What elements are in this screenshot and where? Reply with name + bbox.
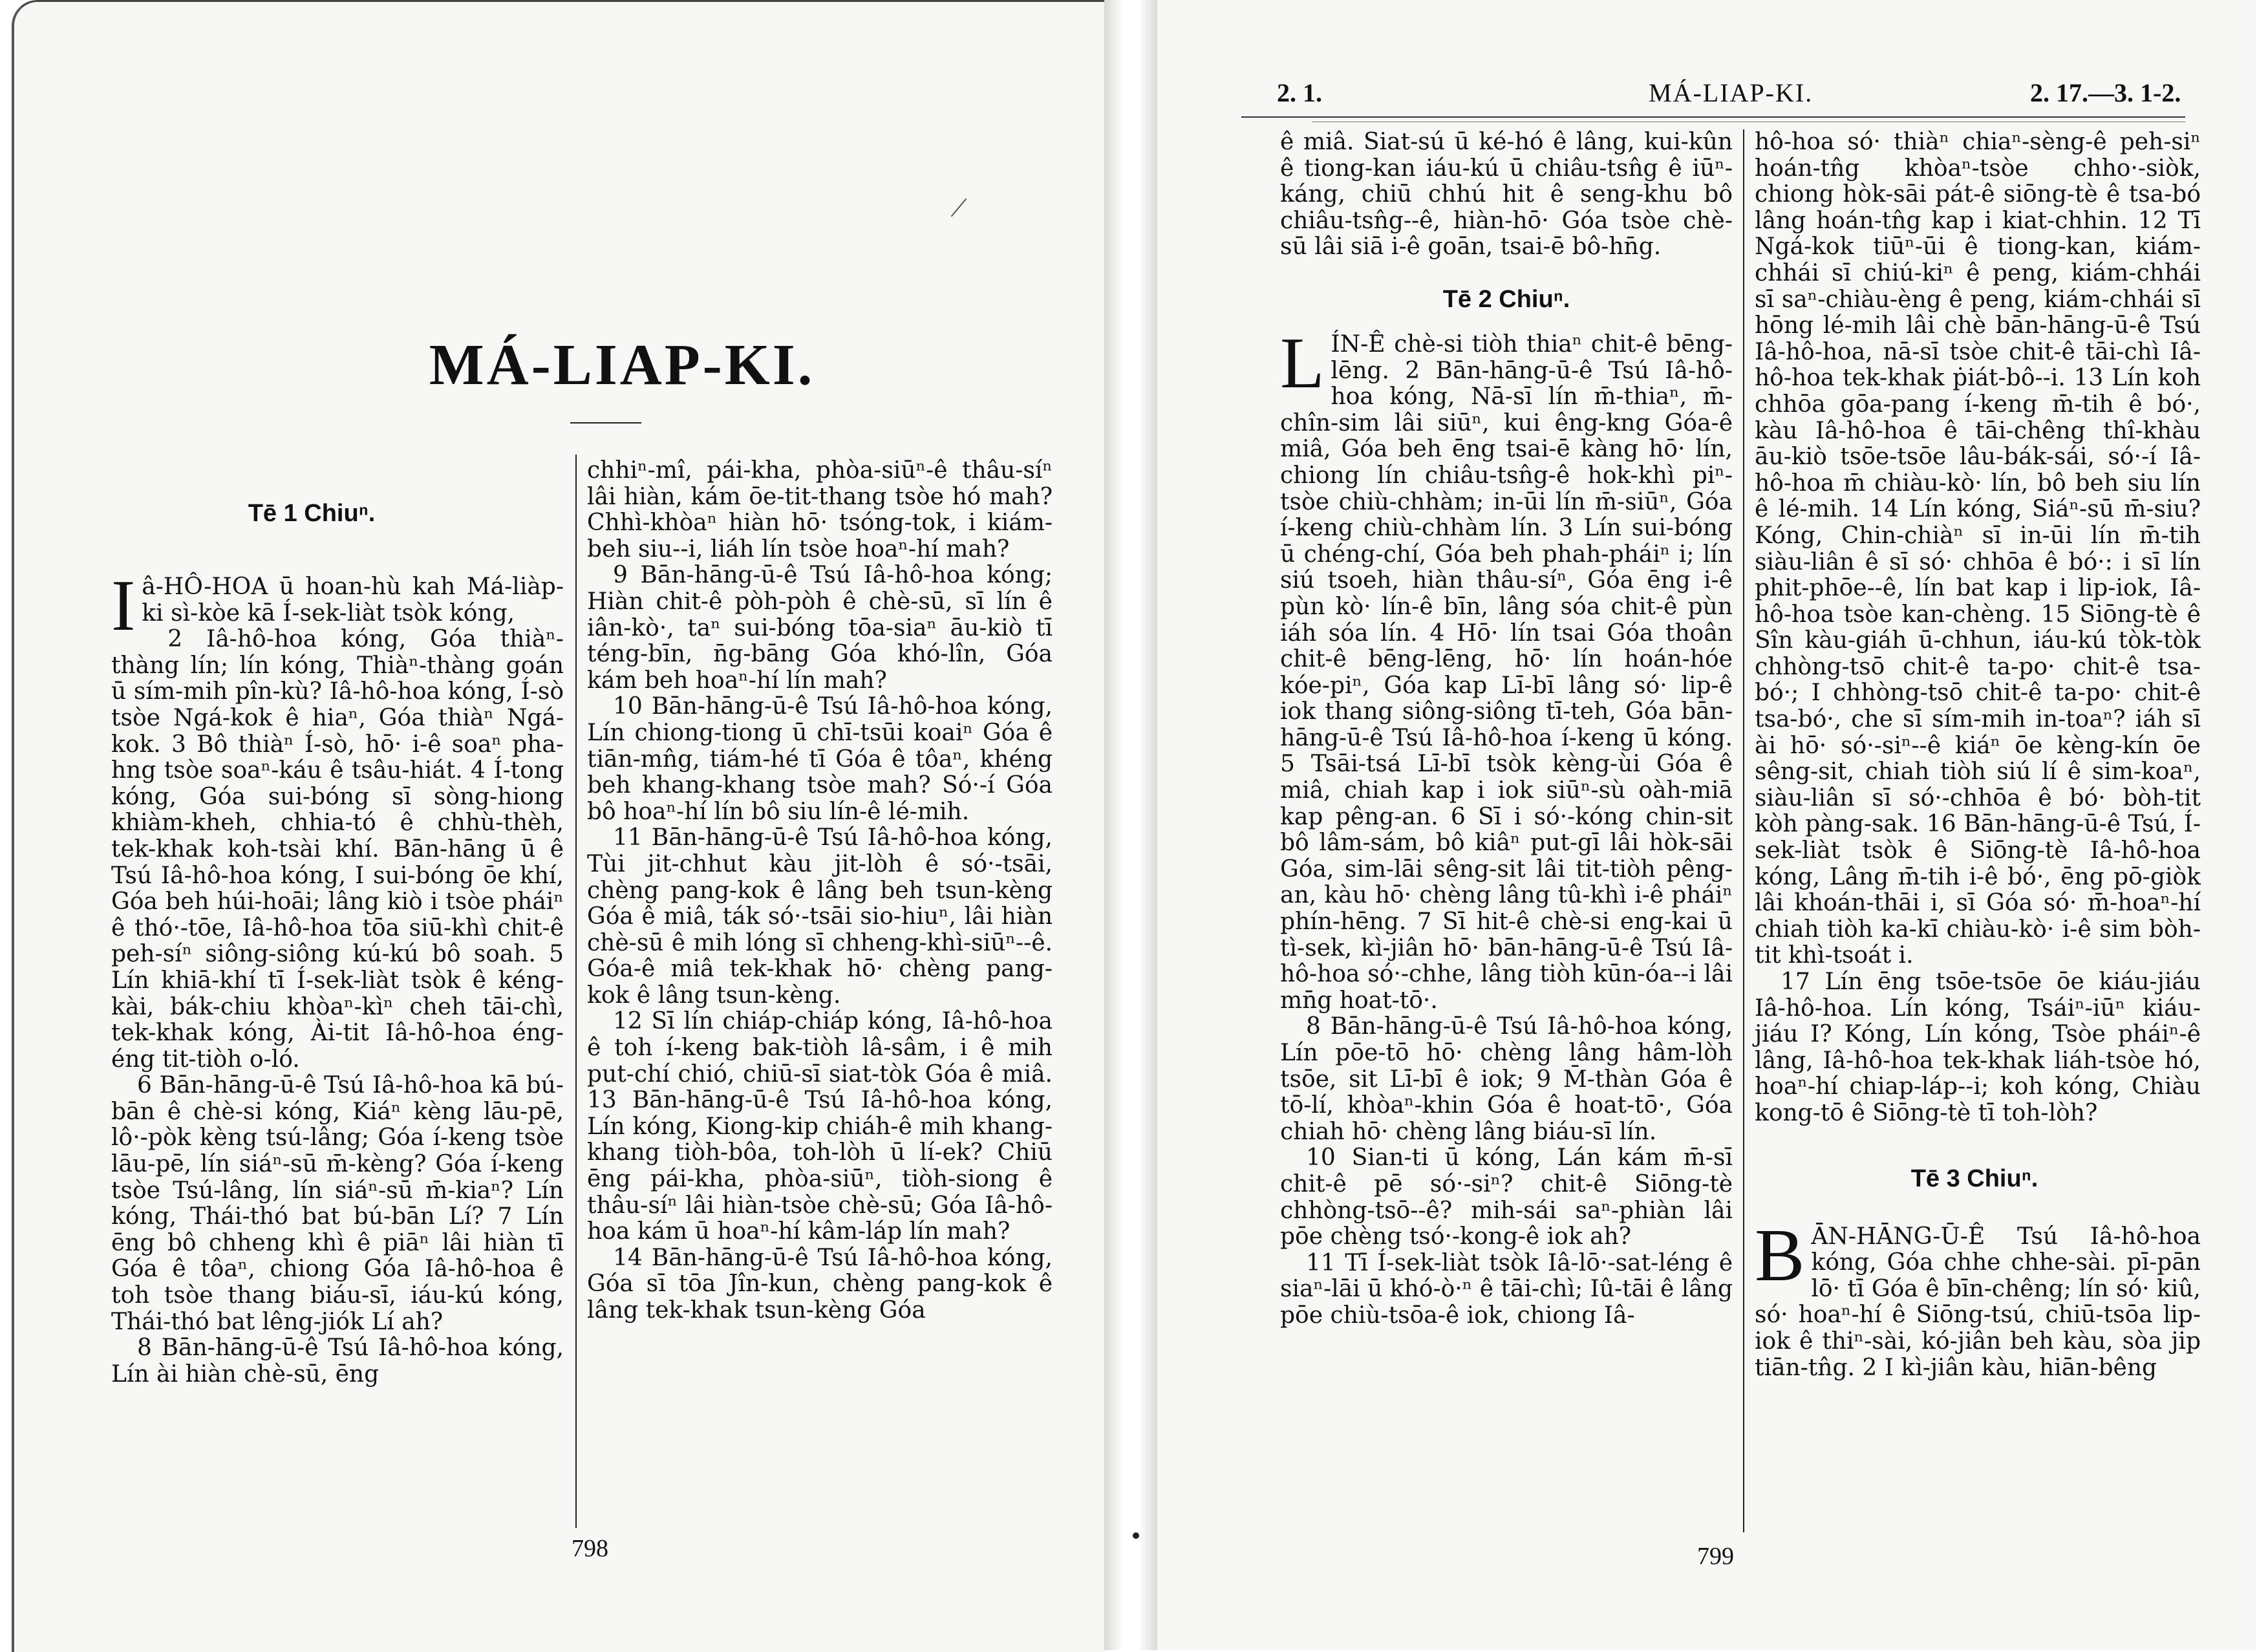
verse-2-10: 10 Sian-ti ū kóng, Lán kám m̄-sī chit-ê pē só·-siⁿ? chit-ê Siōng-tè chhòng-tsō--ê? mih-sái saⁿ-phiàn lâi pōe chèng tsó·-kong-ê iok ah? — [1280, 1144, 1733, 1250]
right-column-1 — [1280, 129, 1733, 1329]
verse-3-1 — [1755, 1214, 2201, 1382]
left-column-2 — [587, 458, 1053, 1324]
chapter-3-heading: Tē 3 Chiuⁿ. — [1910, 1164, 2038, 1192]
right-page-number: 799 — [1697, 1543, 1734, 1570]
drop-cap: I — [111, 566, 136, 646]
verse-1-14-cont: ê miâ. Siat-sú ū ké-hó ê lâng, kui-kûn ê tiong-kan iáu-kú ū chiâu-tsn̂g ê iūⁿ-káng, chiū chhú hit ê seng-khu bô chiâu-tsn̂g--ê, hiàn-hō· Góa tsòe chè-sū lâi siā i-ê goān, tsai-ē bô-hn̄g. — [1280, 129, 1733, 261]
verse-1-8-cont: chhiⁿ-mî, pái-kha, phòa-siūⁿ-ê thâu-síⁿ lâi hiàn, kám ōe-tit-thang tsòe hó mah? Chhì-khòaⁿ hiàn hō· tsóng-tok, i kiám-beh siu--i, liáh lín tsòe hoaⁿ-hí mah? — [587, 457, 1053, 563]
verse-1-10: 10 Bān-hāng-ū-ê Tsú Iâ-hô-hoa kóng, Lín chiong-tiong ū chī-tsūi koaiⁿ Góa ê tiān-mn̂g, tiám-hé tī Góa ê tôaⁿ, khéng beh khang-khang tsòe mah? Só·-í Góa bô hoaⁿ-hí lín bô siu lín-ê lé-mih. — [587, 693, 1053, 825]
book-gutter — [1104, 0, 1157, 1650]
verse-1-1-text: â-HÔ-HOA ū hoan-hù kah Má-liàp-ki sì-kòe kā Í-sek-liàt tsòk kóng, — [142, 574, 564, 627]
drop-cap-2: L — [1280, 323, 1325, 403]
verse-2-8: 8 Bān-hāng-ū-ê Tsú Iâ-hô-hoa kóng, Lín pōe-tō hō· chèng lâng hâm-lòh tsōe, sit Lī-bī ê iok; 9 M̄-thàn Góa ê tō-lí, khòaⁿ-khin Góa ê hoat-tō·, Góa chiah hō· chèng lâng biáu-sī lín. — [1280, 1013, 1733, 1145]
verse-1-9: 9 Bān-hāng-ū-ê Tsú Iâ-hô-hoa kóng; Hiàn chit-ê pòh-pòh ê chè-sū, sī lín ê iân-kò·, taⁿ sui-bóng tōa-siaⁿ āu-kiò tī téng-bīn, n̄g-bāng Góa khó-lîn, Góa kám beh hoaⁿ-hí lín mah? — [587, 562, 1053, 694]
scan-mark — [951, 198, 967, 217]
chapter-2-spacer — [1280, 261, 1733, 332]
margin-dot — [1133, 1532, 1139, 1539]
verse-2-17: 17 Lín ēng tsōe-tsōe ōe kiáu-jiáu Iâ-hô-hoa. Lín kóng, Tsáiⁿ-iūⁿ kiáu-jiáu I? Kóng, Lín kóng, Tsòe pháiⁿ-ê lâng, Iâ-hô-hoa tek-khak liáh-tsòe hó, hoaⁿ-hí chiap-láp--i; koh kóng, Chiàu kong-tō ê Siōng-tè tī toh-lòh? — [1755, 969, 2201, 1126]
verse-1-1 — [111, 566, 564, 646]
verse-2-11: 11 Tī Í-sek-liàt tsòk Iâ-lō·-sat-léng ê siaⁿ-lāi ū khó-ò·ⁿ ê tāi-chì; Iû-tāi ê lâng pōe chiù-tsōa-ê iok, chiong Iâ- — [1280, 1249, 1733, 1329]
column-divider — [575, 455, 577, 1528]
book-title: MÁ-LIAP-KI. — [429, 333, 815, 397]
right-page — [1157, 0, 2256, 1650]
chapter-2-heading: Tē 2 Chiuⁿ. — [1442, 285, 1570, 313]
right-column-divider — [1743, 129, 1744, 1532]
verse-1-6: 6 Bān-hāng-ū-ê Tsú Iâ-hô-hoa kā bú-bān ê chè-si kóng, Kiáⁿ kèng lāu-pē, lô·-pòk kèng tsú-lâng; Góa í-keng tsòe lāu-pē, lín siáⁿ-sū m̄-kèng? Góa í-keng tsòe Tsú-lâng, lín siáⁿ-sū m̄-kiaⁿ? Lín kóng, Thái-thó bat bú-bān Lí? 7 Lín ēng bô chheng khì ê piāⁿ lâi hiàn tī Góa ê tôaⁿ, chiong Góa Iâ-hô-hoa ê toh tsòe thang biáu-sī, iáu-kú kóng, Thái-thó bat lêng-jiók Lí ah? — [111, 1072, 564, 1335]
drop-cap-3: B — [1755, 1214, 1805, 1297]
header-book-title: MÁ-LIAP-KI. — [1649, 78, 1813, 107]
verse-2-1 — [1280, 323, 1733, 1014]
verse-1-8: 8 Bān-hāng-ū-ê Tsú Iâ-hô-hoa kóng, Lín ài hiàn chè-sū, ēng — [111, 1335, 564, 1388]
left-page — [12, 0, 1107, 1652]
verse-2-11-cont: hô-hoa só· thiàⁿ chiaⁿ-sèng-ê peh-siⁿ hoán-tn̂g khòaⁿ-tsòe chho·-siòk, chiong hòk-sāi pát-ê siōng-tè ê tsa-bó lâng hoán-tn̂g kap i kiat-chhin. 12 Tī Ngá-kok tiūⁿ-ūi ê tiong-kan, kiám-chhái sī chiú-kiⁿ ê peng, kiám-chhái sī saⁿ-chiàu-èng ê peng, kiám-chhái sī hōng lé-mih lâi chè bān-hāng-ū-ê Tsú Iâ-hô-hoa, nā-sī tsòe chit-ê tāi-chì Iâ-hô-hoa tek-khak ṗiát-bô--i. 13 Lín koh chhōa gōa-pang í-keng m̄-tih ê bó·, kàu Iâ-hô-hoa ê tāi-chêng thî-khàu āu-kiò tsōe-tsōe lâu-bák-sái, só·-í Iâ-hô-hoa m̄ chiàu-kò· lín, bô beh siu lín ê lé-mih. 14 Lín kóng, Siáⁿ-sū m̄-siu? Kóng, Chin-chiàⁿ sī in-ūi lín m̄-tih siàu-liân ê sī só· chhōa ê bó·: i sī lín phit-phōe--ê, lín bat kap i lip-iok, Iâ-hô-hoa tsòe kan-chèng. 15 Siōng-tè ê Sîn kàu-giáh ū-chhun, iáu-kú tòk-tòk chhòng-tsō chit-ê ta-po· chit-ê tsa-bó·; I chhòng-tsō chit-ê ta-po· chit-ê tsa-bó·, che sī sím-mih in-toaⁿ? iáh sī ài hō· só·-siⁿ--ê kiáⁿ ōe kèng-kín ōe sêng-sit, chiah tiòh siú lí ê sim-koaⁿ, siàu-liân sī só·-chhōa ê bó· bòh-tit kòh pàng-sak. 16 Bān-hāng-ū-ê Tsú, Í-sek-liàt tsòk ê Siōng-tè Iâ-hô-hoa kóng, Lâng m̄-tih i-ê bó·, ēng pō-giòk lâi khoán-thāi i, sī Góa só· m̄-hoaⁿ-hí chiah tiòh ka-kī chiàu-kò· i-ê sim bòh-tit khì-tsoát i. — [1755, 129, 2201, 969]
left-column-1 — [111, 566, 564, 1388]
verse-2-1-text: ÍN-Ê chè-si tiòh thiaⁿ chit-ê bēng-lēng. 2 Bān-hāng-ū-ê Tsú Iâ-hô-hoa kóng, Nā-sī lín m̄-thiaⁿ, m̄-chîn-sim lâi siūⁿ, kui êng-kng Góa-ê miâ, Góa beh ēng tsai-ē kàng hō· lín, chiong lín chiâu-tsn̂g-ê hok-khì piⁿ-tsòe chiù-chhàm; in-ūi lín m̄-siūⁿ, Góa í-keng chiù-chhàm lín. 3 Lín sui-bóng ū chéng-chí, Góa beh phah-pháiⁿ i; lín siú tsoeh, hiàn thâu-síⁿ, Góa ēng i-ê pùn kò· lín-ê bīn, lâng sóa chit-ê pùn iáh sóa lín. 4 Hō· lín tsai Góa thoân chit-ê bēng-lēng, hō· lín hoán-hóe kóe-piⁿ, Góa kap Lī-bī lâng só· lip-ê iok thang siông-siông tī-teh, Góa bān-hāng-ū-ê Tsú Iâ-hô-hoa í-keng ū kóng. 5 Tsāi-tsá Lī-bī tsòk kèng-ùi Góa ê miâ, chiah kap i iok siūⁿ-sù oàh-miā kap pêng-an. 6 Sī i só·-kóng chin-sit bô lâm-sám, bô kiâⁿ put-gī lâi hòk-sāi Góa, sim-lāi sêng-sit lâi tit-tiòh pêng-an, kàu hō· chèng lâng tû-khì i-ê pháiⁿ phín-hēng. 7 Sī hit-ê chè-si eng-kai ū tì-sek, kì-jiân hō· bān-hāng-ū-ê Tsú Iâ-hô-hoa só·-chhe, lâng tiòh kūn-óa--i lâi mn̄g hoat-tō·. — [1280, 330, 1733, 1014]
header-chapter-verse-right: 2. 17.—3. 1-2. — [2030, 78, 2181, 107]
verse-1-14: 14 Bān-hāng-ū-ê Tsú Iâ-hô-hoa kóng, Góa sī tōa Jîn-kun, chèng pang-kok ê lâng tek-khak tsun-kèng Góa — [587, 1244, 1053, 1324]
header-rule — [1241, 116, 2185, 118]
right-column-2 — [1755, 129, 2201, 1381]
verse-3-1-text: ĀN-HĀNG-Ū-Ê Tsú Iâ-hô-hoa kóng, Góa chhe chhe-sài. pī-pān lō· tī Góa ê bīn-chêng; lín só· kiû, só· hoaⁿ-hí ê Siōng-tsú, chiū-tsōa lip-iok ê thiⁿ-sài, kó-jiân beh kàu, sòa jip tiān-tn̂g. 2 I kì-jiân kàu, hiān-bêng — [1755, 1223, 2201, 1381]
header-chapter-verse-left: 2. 1. — [1277, 78, 1322, 107]
title-rule — [570, 422, 641, 424]
verse-1-12: 12 Sī lín chiáp-chiáp kóng, Iâ-hô-hoa ê toh í-keng bak-tiòh lâ-sâm, i ê mih put-chí chió, chiū-sī siat-tòk Góa ê miâ. 13 Bān-hāng-ū-ê Tsú Iâ-hô-hoa kóng, Lín kóng, Kiong-kip chiáh-ê mih khang-khang tiòh-bôa, toh-lòh ū lí-ek? Chiū ēng pái-kha, phòa-siūⁿ, tiòh-siong ê thâu-síⁿ lâi hiàn-tsòe chè-sū; Góa Iâ-hô-hoa kám ū hoaⁿ-hí kâm-láp lín mah? — [587, 1008, 1053, 1245]
left-page-number: 798 — [572, 1535, 608, 1562]
chapter-3-spacer — [1755, 1127, 2201, 1224]
chapter-1-heading: Tē 1 Chiuⁿ. — [248, 500, 376, 527]
verse-1-2: 2 Iâ-hô-hoa kóng, Góa thiàⁿ-thàng lín; lín kóng, Thiàⁿ-thàng goán ū sím-mih pîn-kù? Iâ-hô-hoa kóng, Í-sò tsòe Ngá-kok ê hiaⁿ, Góa thiàⁿ Ngá-kok. 3 Bô thiàⁿ Í-sò, hō· i-ê soaⁿ pha-hng tsòe soaⁿ-káu ê tsâu-hiát. 4 Í-tong kóng, Góa sui-bóng sī sòng-hiong khiàm-kheh, chhia-tó ê chhù-thèh, tek-khak koh-tsài khí. Bān-hāng ū ê Tsú Iâ-hô-hoa kóng, I sui-bóng ōe khí, Góa beh húi-hoāi; lâng kiò i tsòe pháiⁿ ê thó·-tōe, Iâ-hô-hoa tōa siū-khì chit-ê peh-síⁿ siông-siông kú-kú bô soah. 5 Lín khiā-khí tī Í-sek-liàt tsòk ê kéng-kài, bák-chiu khòaⁿ-kìⁿ cheh tāi-chì, tek-khak kóng, Ài-tit Iâ-hô-hoa éng-éng tit-tiòh o-ló. — [111, 626, 564, 1073]
verse-1-11: 11 Bān-hāng-ū-ê Tsú Iâ-hô-hoa kóng, Tùi jit-chhut kàu jit-lòh ê só·-tsāi, chèng pang-kok ê lâng beh tsun-kèng Góa ê miâ, ták só·-tsāi sio-hiuⁿ, lâi hiàn chè-sū ê mih lóng sī chheng-khì-siūⁿ--ê. Góa-ê miâ tek-khak hō· chèng pang-kok ê lâng tsun-kèng. — [587, 824, 1053, 1009]
